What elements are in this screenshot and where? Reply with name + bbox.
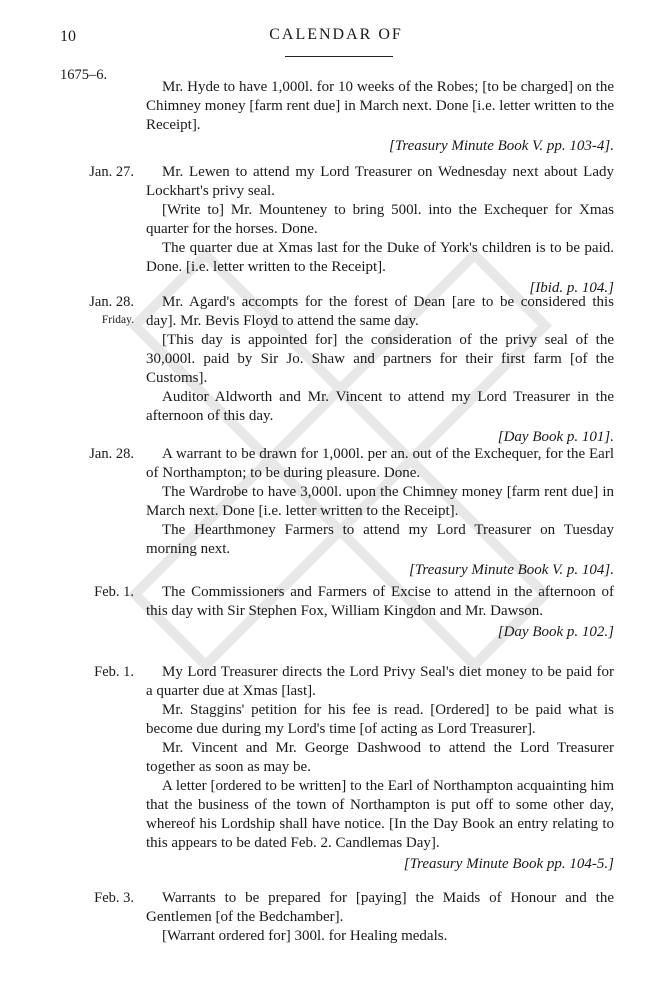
entry-paragraph: The Commissioners and Farmers of Excise to attend in the afternoon of this day with Sir Stephen Fox, William Kingdon and Mr. Dawson.	[146, 584, 614, 619]
entry-date: Feb. 1.	[94, 584, 134, 600]
entry-paragraph: A warrant to be drawn for 1,000l. per an. out of the Exchequer, for the Earl of Northampton; to be during pleasure. Done.	[146, 446, 614, 481]
entry-paragraph: Mr. Staggins' petition for his fee is read. [Ordered] to be paid what is become due during my Lord's time [of acting as Lord Treasurer].	[146, 702, 614, 737]
entry-paragraph: [This day is appointed for] the consideration of the privy seal of the 30,000l. paid by Sir Jo. Shaw and partners for their first farm [of the Customs].	[146, 332, 614, 386]
entry-body	[146, 445, 614, 580]
entry-paragraph: Mr. Hyde to have 1,000l. for 10 weeks of the Robes; [to be charged] on the Chimney money [farm rent due] in March next. Done [i.e. letter written to the Receipt].	[146, 79, 614, 133]
entry-paragraph: Mr. Agard's accompts for the forest of Dean [are to be considered this day]. Mr. Bevis Floyd to attend the same day.	[146, 294, 614, 329]
entry-paragraph: The Hearthmoney Farmers to attend my Lord Treasurer on Tuesday morning next.	[146, 522, 614, 557]
entry-body	[146, 78, 614, 156]
entry-paragraph: [Warrant ordered for] 300l. for Healing medals.	[162, 928, 448, 944]
header-rule	[285, 56, 393, 57]
page-number: 10	[60, 28, 76, 45]
entry-paragraph: The quarter due at Xmas last for the Duke of York's children is to be paid. Done. [i.e. letter written to the Receipt].	[146, 240, 614, 275]
entry-body	[146, 889, 614, 946]
source-reference: [Treasury Minute Book pp. 104-5.]	[403, 856, 614, 872]
entry-paragraph: Auditor Aldworth and Mr. Vincent to attend my Lord Treasurer in the afternoon of this day.	[146, 389, 614, 424]
entry-date: 1675–6.	[60, 67, 108, 83]
entry-date: Jan. 27.	[89, 164, 134, 180]
entry-paragraph: The Wardrobe to have 3,000l. upon the Chimney money [farm rent due] in March next. Done [i.e. letter written to the Receipt].	[146, 484, 614, 519]
entry-paragraph: My Lord Treasurer directs the Lord Privy Seal's diet money to be paid for a quarter due at Xmas [last].	[146, 664, 614, 699]
entry-date: Jan. 28.	[89, 446, 134, 462]
entry-paragraph: [Write to] Mr. Mounteney to bring 500l. into the Exchequer for Xmas quarter for the horses. Done.	[146, 202, 614, 237]
source-reference: [Treasury Minute Book V. p. 104].	[409, 562, 614, 578]
entry-paragraph: Mr. Vincent and Mr. George Dashwood to attend the Lord Treasurer together as soon as may be.	[146, 740, 614, 775]
entry-paragraph: A letter [ordered to be written] to the Earl of Northampton acquainting him that the business of the town of Northampton is put off to some other day, whereof his Lordship shall have notice. [In the Day Book an entry relating to this appears to be dated Feb. 2. Candlemas Day].	[146, 778, 614, 851]
entry-paragraph: Warrants to be prepared for [paying] the Maids of Honour and the Gentlemen [of the Bedchamber].	[146, 890, 614, 925]
entry-body	[146, 163, 614, 298]
entry-date: Jan. 28.	[89, 294, 134, 310]
entry-body	[146, 293, 614, 447]
running-title: CALENDAR OF	[269, 26, 403, 43]
source-reference: [Treasury Minute Book V. pp. 103-4].	[389, 138, 614, 154]
source-reference: [Day Book p. 101].	[497, 429, 614, 445]
entry-body	[146, 663, 614, 874]
entry-date: Feb. 3.	[94, 890, 134, 906]
entry-day: Friday.	[101, 314, 134, 326]
source-reference: [Day Book p. 102.]	[497, 624, 614, 640]
entry-date: Feb. 1.	[94, 664, 134, 680]
entry-body	[146, 583, 614, 642]
entry-paragraph: Mr. Lewen to attend my Lord Treasurer on Wednesday next about Lady Lockhart's privy seal.	[146, 164, 614, 199]
source-reference: [Ibid. p. 104.]	[529, 280, 614, 296]
